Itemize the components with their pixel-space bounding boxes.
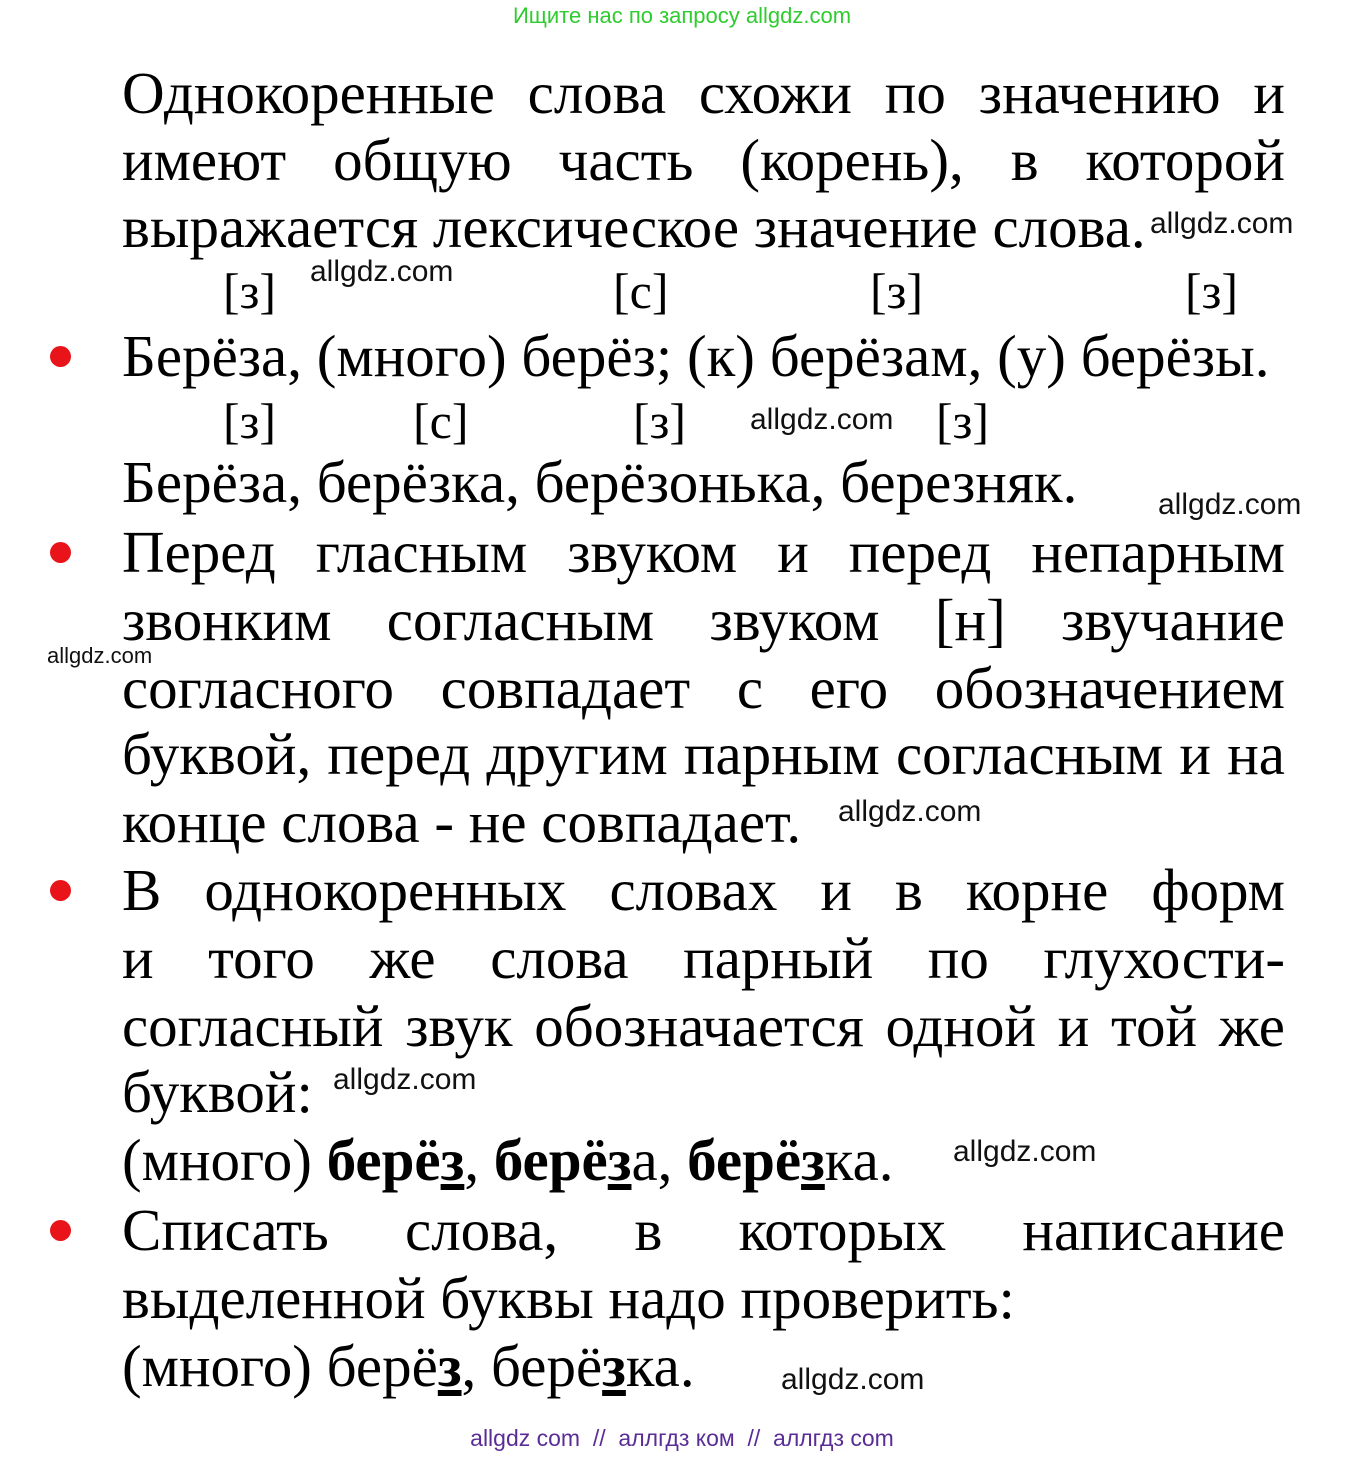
watermark: allgdz.com (781, 1363, 925, 1396)
watermark: allgdz.com (838, 795, 982, 828)
footer-banner (0, 1425, 1364, 1452)
footer-text: allgdz com // аллгдз ком // аллгдз com (470, 1425, 894, 1451)
phonetic-mark: [з] (1185, 263, 1239, 319)
bullet-icon (50, 346, 71, 367)
example-text: ка. (625, 1333, 695, 1399)
highlighted-letter: з (440, 1127, 465, 1193)
separator: , (657, 1127, 688, 1193)
intro-line: Однокоренные слова схожи по значению и (122, 60, 1285, 126)
bullet-1-line: Берёза, (много) берёз; (к) берёзам, (у) берёзы. (122, 323, 1270, 389)
phonetic-mark: [з] (633, 393, 687, 449)
separator: , (464, 1127, 494, 1193)
intro-line: выражается лексическое значение слова. (122, 194, 1146, 260)
bold-word: берё (326, 1127, 441, 1193)
bullet-2-line: буквой, перед другим парным согласным и на (122, 721, 1285, 787)
bullet-icon (50, 880, 71, 901)
header-banner: Ищите нас по запросу allgdz.com (512, 3, 852, 28)
bullet-3-line: согласный звук обозначается одной и той же (122, 993, 1285, 1059)
bullet-2-line: звонким согласным звуком [н] звучание (122, 587, 1285, 653)
bold-word: берё (687, 1127, 802, 1193)
watermark: allgdz.com (953, 1135, 1097, 1168)
period: . (878, 1127, 894, 1193)
intro-line: имеют общую часть (корень), в которой (122, 127, 1285, 193)
bullet-4-example (122, 1333, 1285, 1399)
watermark: allgdz.com (1150, 207, 1294, 240)
bullet-2-line: Перед гласным звуком и перед непарным (122, 519, 1285, 585)
watermark: allgdz.com (47, 643, 153, 668)
highlighted-letter: з (437, 1333, 462, 1399)
bullet-4-line: выделенной буквы надо проверить: (122, 1265, 1015, 1331)
watermark: allgdz.com (310, 255, 454, 288)
bullet-3-line: буквой: (122, 1059, 313, 1125)
bold-word: берё (493, 1127, 608, 1193)
phonetic-mark: [з] (936, 393, 990, 449)
highlighted-letter: з (801, 1127, 825, 1193)
bullet-3-line: и того же слова парный по глухости- (122, 925, 1285, 991)
phonetic-mark: [с] (413, 393, 469, 449)
example-text: (много) берё (122, 1333, 438, 1399)
phonetic-mark: [з] (223, 393, 277, 449)
example-prefix: (много) (122, 1127, 327, 1193)
bullet-4-line: Списать слова, в которых написание (122, 1197, 1285, 1263)
example-text: , берё (461, 1333, 603, 1399)
bullet-1-line-2: Берёза, берёзка, берёзонька, березняк. (122, 449, 1078, 515)
watermark: allgdz.com (1158, 488, 1302, 521)
watermark: allgdz.com (333, 1063, 477, 1096)
bullet-2-line: согласного совпадает с его обозначением (122, 655, 1285, 721)
watermark: allgdz.com (750, 403, 894, 436)
word-ending: ка (824, 1127, 879, 1193)
highlighted-letter: з (602, 1333, 626, 1399)
phonetic-mark: [з] (870, 263, 924, 319)
bullet-2-line: конце слова - не совпадает. (122, 789, 802, 855)
bullet-icon (50, 542, 71, 563)
bullet-icon (50, 1220, 71, 1241)
bullet-3-line: В однокоренных словах и в корне форм (122, 857, 1285, 923)
phonetic-mark: [з] (223, 263, 277, 319)
highlighted-letter: з (607, 1127, 632, 1193)
phonetic-mark: [с] (613, 263, 669, 319)
word-ending: а (631, 1127, 658, 1193)
bullet-3-example (122, 1127, 1285, 1193)
